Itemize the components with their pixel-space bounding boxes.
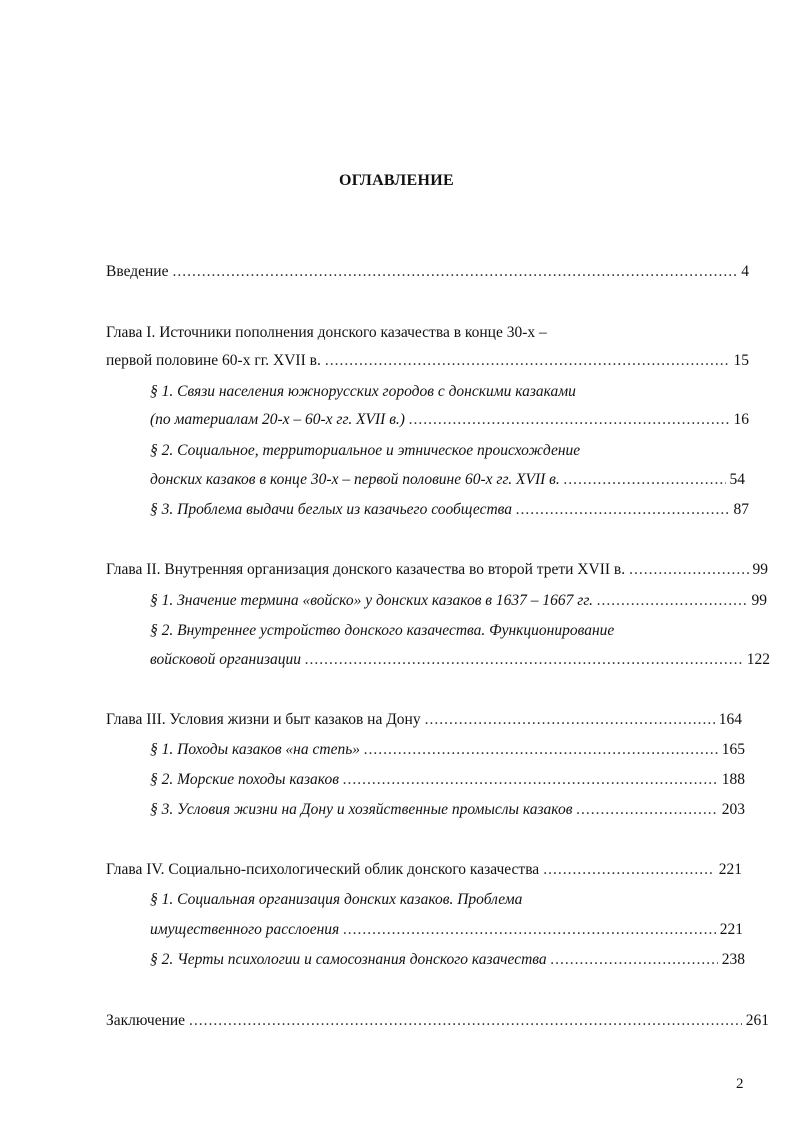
toc-section-2-2-title-line[interactable] bbox=[150, 621, 614, 641]
toc-entry-text: имущественного расслоения bbox=[150, 921, 340, 938]
toc-section-3-1[interactable] bbox=[150, 740, 745, 760]
toc-leader-dots bbox=[425, 710, 715, 730]
toc-chapter-2[interactable] bbox=[106, 560, 768, 580]
toc-leader-dots bbox=[343, 920, 716, 940]
toc-entry-text: § 1. Социальная организация донских казаков. Проблема bbox=[150, 891, 523, 908]
toc-entry-text: § 2. Внутреннее устройство донского казачества. Функционирование bbox=[150, 622, 615, 639]
toc-chapter-1[interactable] bbox=[106, 351, 749, 371]
toc-entry-text: § 1. Походы казаков «на степь» bbox=[150, 741, 361, 758]
toc-leader-dots bbox=[564, 470, 726, 490]
toc-leader-dots bbox=[597, 591, 747, 611]
toc-entry-page: 261 bbox=[745, 1012, 769, 1029]
toc-entry-text: § 3. Условия жизни на Дону и хозяйственные промыслы казаков bbox=[150, 801, 573, 818]
toc-entry-text: Глава I. Источники пополнения донского казачества в конце 30-х – bbox=[106, 324, 547, 341]
toc-section-1-3[interactable] bbox=[150, 500, 749, 520]
toc-entry-text: § 2. Социальное, территориальное и этническое происхождение bbox=[150, 442, 581, 459]
toc-entry-text: (по материалам 20-х – 60-х гг. XVII в.) bbox=[150, 411, 405, 428]
toc-leader-dots bbox=[325, 351, 730, 371]
toc-entry-page: 122 bbox=[746, 651, 770, 668]
toc-entry-text: Введение bbox=[106, 263, 169, 280]
toc-entry-text: § 3. Проблема выдачи беглых из казачьего сообщества bbox=[150, 501, 513, 518]
toc-entry-page: 221 bbox=[718, 861, 742, 878]
toc-entry-page: 165 bbox=[721, 741, 745, 758]
toc-entry-page: 221 bbox=[719, 921, 743, 938]
toc-chapter-4[interactable] bbox=[106, 860, 742, 880]
toc-section-4-1[interactable] bbox=[150, 920, 743, 940]
toc-section-3-3[interactable] bbox=[150, 800, 745, 820]
toc-chapter-1-title-line[interactable] bbox=[106, 323, 547, 343]
toc-entry-page: 188 bbox=[721, 771, 745, 788]
toc-entry-introduction[interactable] bbox=[106, 262, 749, 282]
toc-section-2-2[interactable] bbox=[150, 650, 770, 670]
toc-section-2-1[interactable] bbox=[150, 591, 767, 611]
toc-chapter-3[interactable] bbox=[106, 710, 742, 730]
toc-leader-dots bbox=[551, 950, 718, 970]
toc-leader-dots bbox=[343, 770, 718, 790]
toc-entry-text: Глава IV. Социально-психологический облик донского казачества bbox=[106, 861, 540, 878]
toc-section-3-2[interactable] bbox=[150, 770, 745, 790]
toc-entry-text: Глава II. Внутренняя организация донского казачества во второй трети XVII в. bbox=[106, 561, 626, 578]
toc-entry-page: 99 bbox=[751, 592, 767, 609]
toc-leader-dots bbox=[516, 500, 729, 520]
toc-entry-text: § 2. Морские походы казаков bbox=[150, 771, 339, 788]
toc-entry-page: 164 bbox=[718, 711, 742, 728]
toc-entry-page: 203 bbox=[721, 801, 745, 818]
toc-entry-page: 4 bbox=[741, 263, 749, 280]
toc-entry-page: 87 bbox=[733, 501, 749, 518]
toc-leader-dots bbox=[629, 560, 748, 580]
toc-entry-text: Глава III. Условия жизни и быт казаков на Дону bbox=[106, 711, 421, 728]
toc-entry-text: донских казаков в конце 30-х – первой половине 60-х гг. XVII в. bbox=[150, 471, 560, 488]
toc-entry-page: 16 bbox=[733, 411, 749, 428]
toc-entry-text: первой половине 60-х гг. XVII в. bbox=[106, 352, 321, 369]
toc-entry-page: 54 bbox=[729, 471, 745, 488]
toc-entry-page: 238 bbox=[721, 951, 745, 968]
toc-entry-page: 99 bbox=[752, 561, 768, 578]
toc-leader-dots bbox=[305, 650, 743, 670]
page-number: 2 bbox=[736, 1076, 744, 1092]
toc-section-1-1[interactable] bbox=[150, 410, 749, 430]
toc-entry-text: войсковой организации bbox=[150, 651, 301, 668]
toc-leader-dots bbox=[409, 410, 730, 430]
toc-leader-dots bbox=[543, 860, 715, 880]
toc-section-1-1-title-line[interactable] bbox=[150, 382, 576, 402]
toc-entry-conclusion[interactable] bbox=[106, 1011, 769, 1031]
toc-leader-dots bbox=[172, 262, 737, 282]
toc-entry-page: 15 bbox=[733, 352, 749, 369]
toc-entry-text: § 2. Черты психологии и самосознания донского казачества bbox=[150, 951, 547, 968]
toc-leader-dots bbox=[189, 1011, 742, 1031]
toc-leader-dots bbox=[576, 800, 717, 820]
page-title: ОГЛАВЛЕНИЕ bbox=[339, 172, 454, 189]
toc-section-1-2-title-line[interactable] bbox=[150, 441, 580, 461]
toc-section-4-1-title-line[interactable] bbox=[150, 890, 522, 910]
toc-leader-dots bbox=[364, 740, 718, 760]
toc-entry-text: Заключение bbox=[106, 1012, 186, 1029]
toc-section-4-2[interactable] bbox=[150, 950, 745, 970]
toc-entry-text: § 1. Значение термина «войско» у донских казаков в 1637 – 1667 гг. bbox=[150, 592, 594, 609]
toc-entry-text: § 1. Связи населения южнорусских городов с донскими казаками bbox=[150, 383, 576, 400]
toc-section-1-2[interactable] bbox=[150, 470, 745, 490]
